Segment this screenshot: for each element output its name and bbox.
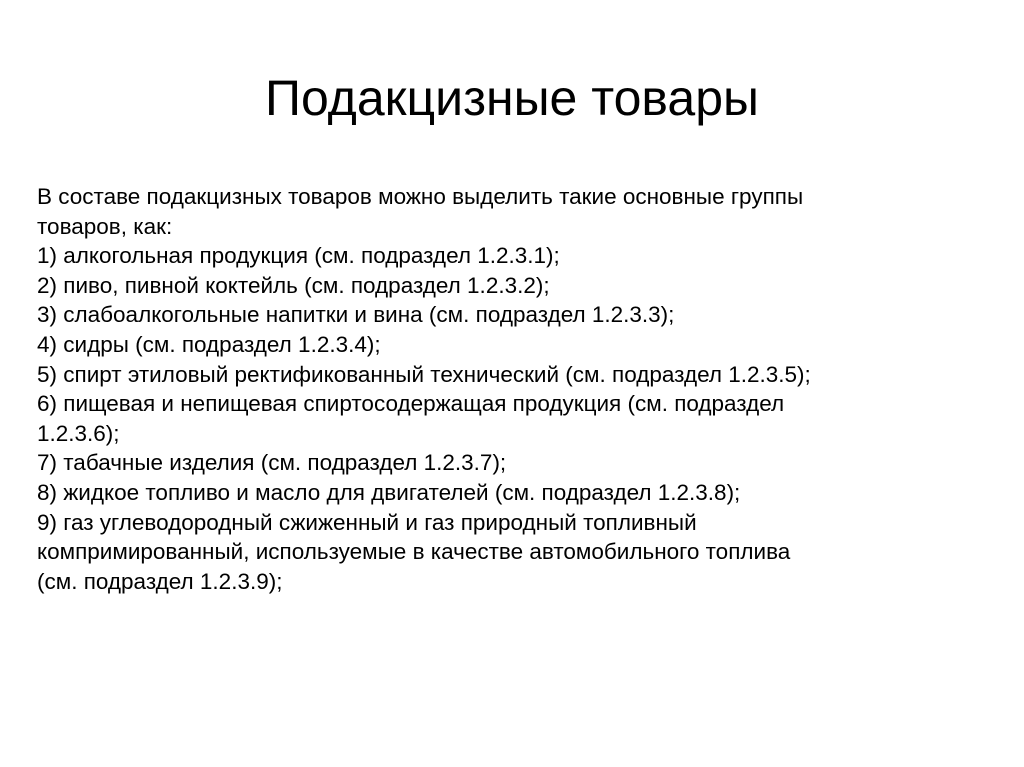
list-item-continuation: (см. подраздел 1.2.3.9);	[37, 568, 283, 594]
list-item-continuation: 1.2.3.6);	[37, 420, 120, 446]
list-item: 1) алкогольная продукция (см. подраздел 1.2.3.1);	[37, 243, 560, 269]
body-line: товаров, как:	[37, 213, 173, 239]
list-item: 2) пиво, пивной коктейль (см. подраздел 1.2.3.2);	[37, 272, 550, 298]
list-item: 6) пищевая и непищевая спиртосодержащая продукция (см. подраздел	[37, 391, 785, 417]
list-item: 4) сидры (см. подраздел 1.2.3.4);	[37, 331, 381, 357]
list-item: 8) жидкое топливо и масло для двигателей (см. подраздел 1.2.3.8);	[37, 479, 741, 505]
list-item-continuation: компримированный, используемые в качестве автомобильного топлива	[37, 539, 791, 565]
list-item: 5) спирт этиловый ректификованный технический (см. подраздел 1.2.3.5);	[37, 361, 811, 387]
list-item: 3) слабоалкогольные напитки и вина (см. подраздел 1.2.3.3);	[37, 302, 675, 328]
list-item: 7) табачные изделия (см. подраздел 1.2.3.7);	[37, 450, 507, 476]
body-line: В составе подакцизных товаров можно выделить такие основные группы	[37, 184, 804, 209]
slide-title: Подакцизные товары	[265, 70, 759, 126]
slide-body	[37, 182, 937, 596]
list-item: 9) газ углеводородный сжиженный и газ природный топливный	[37, 509, 697, 535]
